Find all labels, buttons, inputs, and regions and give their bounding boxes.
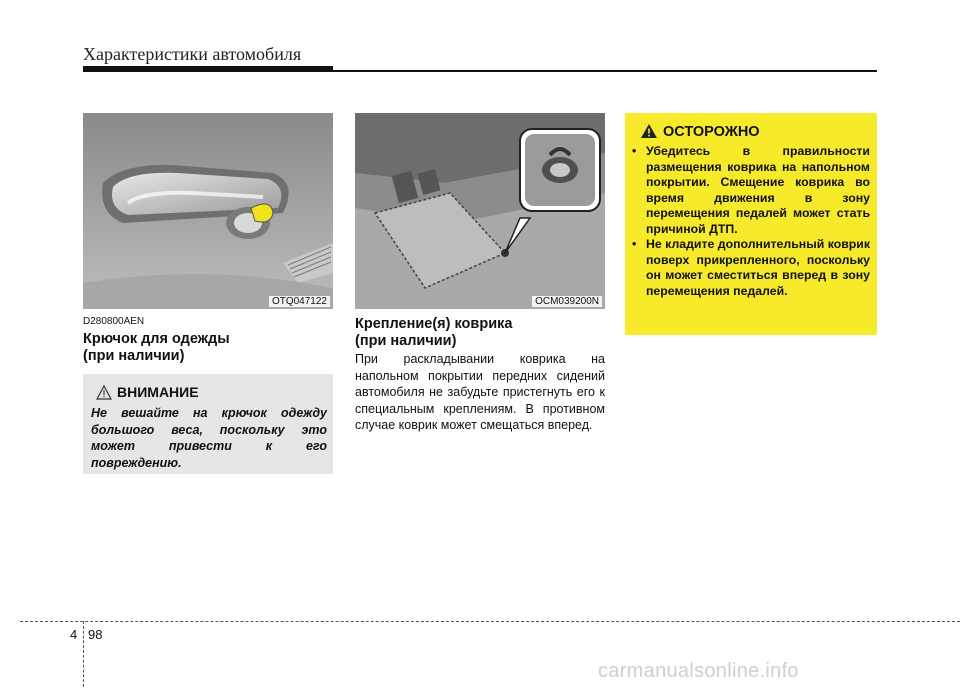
warning-item: • Не кладите дополнительный коврик поверх прикрепленного, поскольку он может сместиться вперед в зону перемещения педалей. bbox=[632, 237, 870, 299]
section-code: D280800AEN bbox=[83, 316, 145, 327]
warning-box bbox=[625, 113, 877, 335]
watermark-text: carmanualsonline.info bbox=[598, 660, 799, 682]
warning-title: ОСТОРОЖНО bbox=[663, 124, 760, 140]
page-number: 98 bbox=[88, 627, 103, 642]
page-header-title: Характеристики автомобиля bbox=[83, 44, 302, 64]
warning-item: • Убедитесь в правильности размещения коврика на напольном покрытии. Смещение коврика во время движения в зону перемещения педалей может стать причиной ДТП. bbox=[632, 144, 870, 237]
figure-code: OCM039200N bbox=[532, 296, 602, 307]
chapter-number: 4 bbox=[70, 627, 78, 642]
notice-box bbox=[83, 374, 333, 474]
notice-title: ВНИМАНИЕ bbox=[117, 384, 199, 400]
header-rule-thin bbox=[333, 70, 877, 72]
coat-hook-heading: Крючок для одежды (при наличии) bbox=[83, 331, 230, 364]
floor-mat-body: При раскладывании коврика на напольном покрытии передних сидений автомобиля не забудьте пристегнуть его к специальным креплениям. В противном случае коврик может смещаться вперед. bbox=[355, 352, 605, 432]
caution-triangle-icon bbox=[96, 385, 112, 400]
footer-divider bbox=[20, 621, 960, 622]
floor-mat-photo bbox=[355, 113, 605, 309]
header-rule-thick bbox=[83, 66, 333, 72]
notice-text: Не вешайте на крючок одежду большого веса, поскольку это может привести к его повреждению. bbox=[91, 406, 327, 470]
floor-mat-heading: Крепление(я) коврика (при наличии) bbox=[355, 316, 513, 349]
figure-code: OTQ047122 bbox=[269, 296, 330, 307]
warning-list bbox=[632, 144, 870, 299]
warning-triangle-icon bbox=[640, 123, 658, 139]
footer-vertical-divider bbox=[83, 621, 84, 687]
coat-hook-photo bbox=[83, 113, 333, 309]
